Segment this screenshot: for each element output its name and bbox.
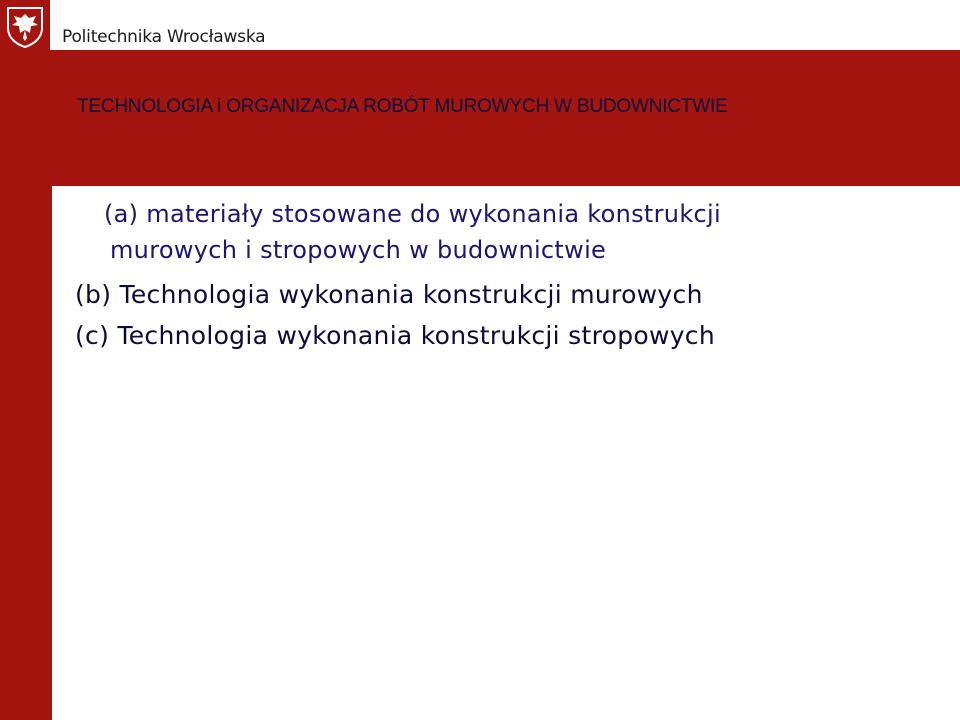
eagle-crest-icon [0, 0, 50, 50]
list-item-c: (c) Technologia wykonania konstrukcji stropowych [75, 321, 715, 350]
list-item-a-line-1: (a) materiały stosowane do wykonania konstrukcji [104, 200, 721, 228]
slide-title: TECHNOLOGIA i ORGANIZACJA ROBÓT MUROWYCH W BUDOWNICTWIE [77, 96, 728, 117]
institution-name: Politechnika Wrocławska [62, 27, 266, 47]
list-item-a-line-2: murowych i stropowych w budownictwie [110, 236, 607, 264]
content-area [52, 186, 960, 720]
left-stripe [0, 50, 52, 720]
title-band [0, 50, 960, 186]
logo-bar [0, 0, 960, 50]
list-item-b: (b) Technologia wykonania konstrukcji murowych [75, 280, 703, 309]
